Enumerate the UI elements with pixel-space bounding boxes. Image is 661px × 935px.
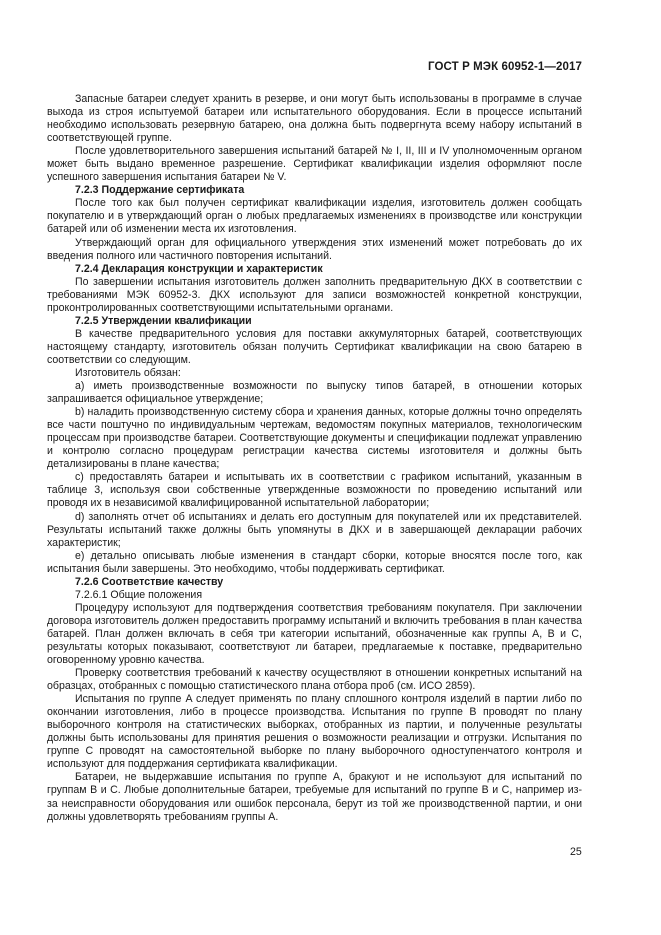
paragraph: По завершении испытания изготовитель должен заполнить предварительную ДКХ в соответствии с требованиями МЭК 60952-3. ДКХ используют для записи возможностей конкретной конструкции, проконтролированных соответствующими испытательными органами. (47, 275, 582, 314)
section-heading: 7.2.3 Поддержание сертификата (75, 184, 245, 197)
list-item: c) предоставлять батареи и испытывать их в соответствии с графиком испытаний, указанным в таблице 3, используя свои собственные утвержденные возможности по проведению испытаний или проводя их в независимой квалифицированной испытательной лаборатории; (47, 471, 582, 510)
page-number: 25 (570, 846, 582, 858)
paragraph: Запасные батареи следует хранить в резерве, и они могут быть использованы в программе в случае выхода из строя испытуемой батареи или испытательного оборудования. Если в процессе испытаний необходимо использовать резервную батарею, она должна быть подвергнута всему набору испытаний в соответствующей группе. (47, 93, 582, 145)
paragraph: Испытания по группе A следует применять по плану сплошного контроля изделий в партии либо по окончании изготовления, либо в процессе производства. Испытания по группе B проводят по плану выборочного контроля на статистических выборках, отобранных из партии, и полученные результаты должны быть использованы для принятия решения о возможности реализации и отгрузки. Испытания по группе C проводят на самостоятельной выборке по плану выборочного одноступенчатого контроля и используют для поддержания сертификата квалификации. (47, 693, 582, 771)
paragraph: После того как был получен сертификат квалификации изделия, изготовитель должен сообщать покупателю и в утверждающий орган о любых предлагаемых изменениях в производстве или конструкции батарей или об изменении места их изготовления. (47, 197, 582, 236)
section-heading: 7.2.5 Утверждении квалификации (75, 314, 252, 327)
paragraph: После удовлетворительного завершения испытаний батарей № I, II, III и IV уполномоченным органом может быть выдано временное разрешение. Сертификат квалификации изделия оформляют после успешного завершения испытания батареи № V. (47, 145, 582, 184)
list-item: a) иметь производственные возможности по выпуску типов батарей, в отношении которых запрашивается официальное утверждение; (47, 380, 582, 406)
section-heading: 7.2.4 Декларация конструкции и характеристик (75, 262, 323, 275)
document-body (47, 93, 582, 824)
paragraph: Утверждающий орган для официального утверждения этих изменений может потребовать до их введения полного или частичного повторения испытаний. (47, 236, 582, 262)
document-header: ГОСТ Р МЭК 60952-1—2017 (428, 61, 582, 73)
paragraph: В качестве предварительного условия для поставки аккумуляторных батарей, соответствующих настоящему стандарту, изготовитель обязан получить Сертификат квалификации на свою батарею в соответствии со следующим. (47, 327, 582, 366)
list-item: b) наладить производственную систему сбора и хранения данных, которые должны точно определять все части поштучно по индивидуальным чертежам, ведомостям покупных материалов, технологическим процессам при производстве батареи. Соответствующие документы и спецификации подлежат управлению и контролю согласно процедурам регистрации качества системы изготовителя и должны быть детализированы в плане качества; (47, 406, 582, 471)
subsection-heading: 7.2.6.1 Общие положения (75, 588, 203, 601)
list-item: e) детально описывать любые изменения в стандарт сборки, которые вносятся после того, как испытания были завершены. Это необходимо, чтобы поддерживать сертификат. (47, 549, 582, 575)
paragraph: Изготовитель обязан: (75, 366, 181, 379)
paragraph: Проверку соответствия требований к качеству осуществляют в отношении конкретных испытаний на образцах, отобранных с помощью статистического плана отбора проб (см. ИСО 2859). (47, 667, 582, 693)
paragraph: Процедуру используют для подтверждения соответствия требованиям покупателя. При заключении договора изготовитель должен предоставить программу испытаний и включить требования в план качества батарей. План должен включать в себя три категории испытаний, обозначенные как группы A, B и C, результаты которых показывают, соответствуют ли батареи, предлагаемые к поставке, предварительно оговоренному уровню качества. (47, 601, 582, 667)
list-item: d) заполнять отчет об испытаниях и делать его доступным для покупателей или их представителей. Результаты испытаний также должны быть упомянуты в ДКХ и в завершающей декларации рабочих характеристик; (47, 510, 582, 549)
section-heading: 7.2.6 Соответствие качеству (75, 575, 224, 588)
paragraph: Батареи, не выдержавшие испытания по группе A, бракуют и не используют для испытаний по группам B и C. Любые дополнительные батареи, требуемые для испытаний по группе B и C, например из-за неисправности оборудования или ошибок персонала, берут из той же производственной партии, и они должны удовлетворять требованиям группы A. (47, 771, 582, 823)
